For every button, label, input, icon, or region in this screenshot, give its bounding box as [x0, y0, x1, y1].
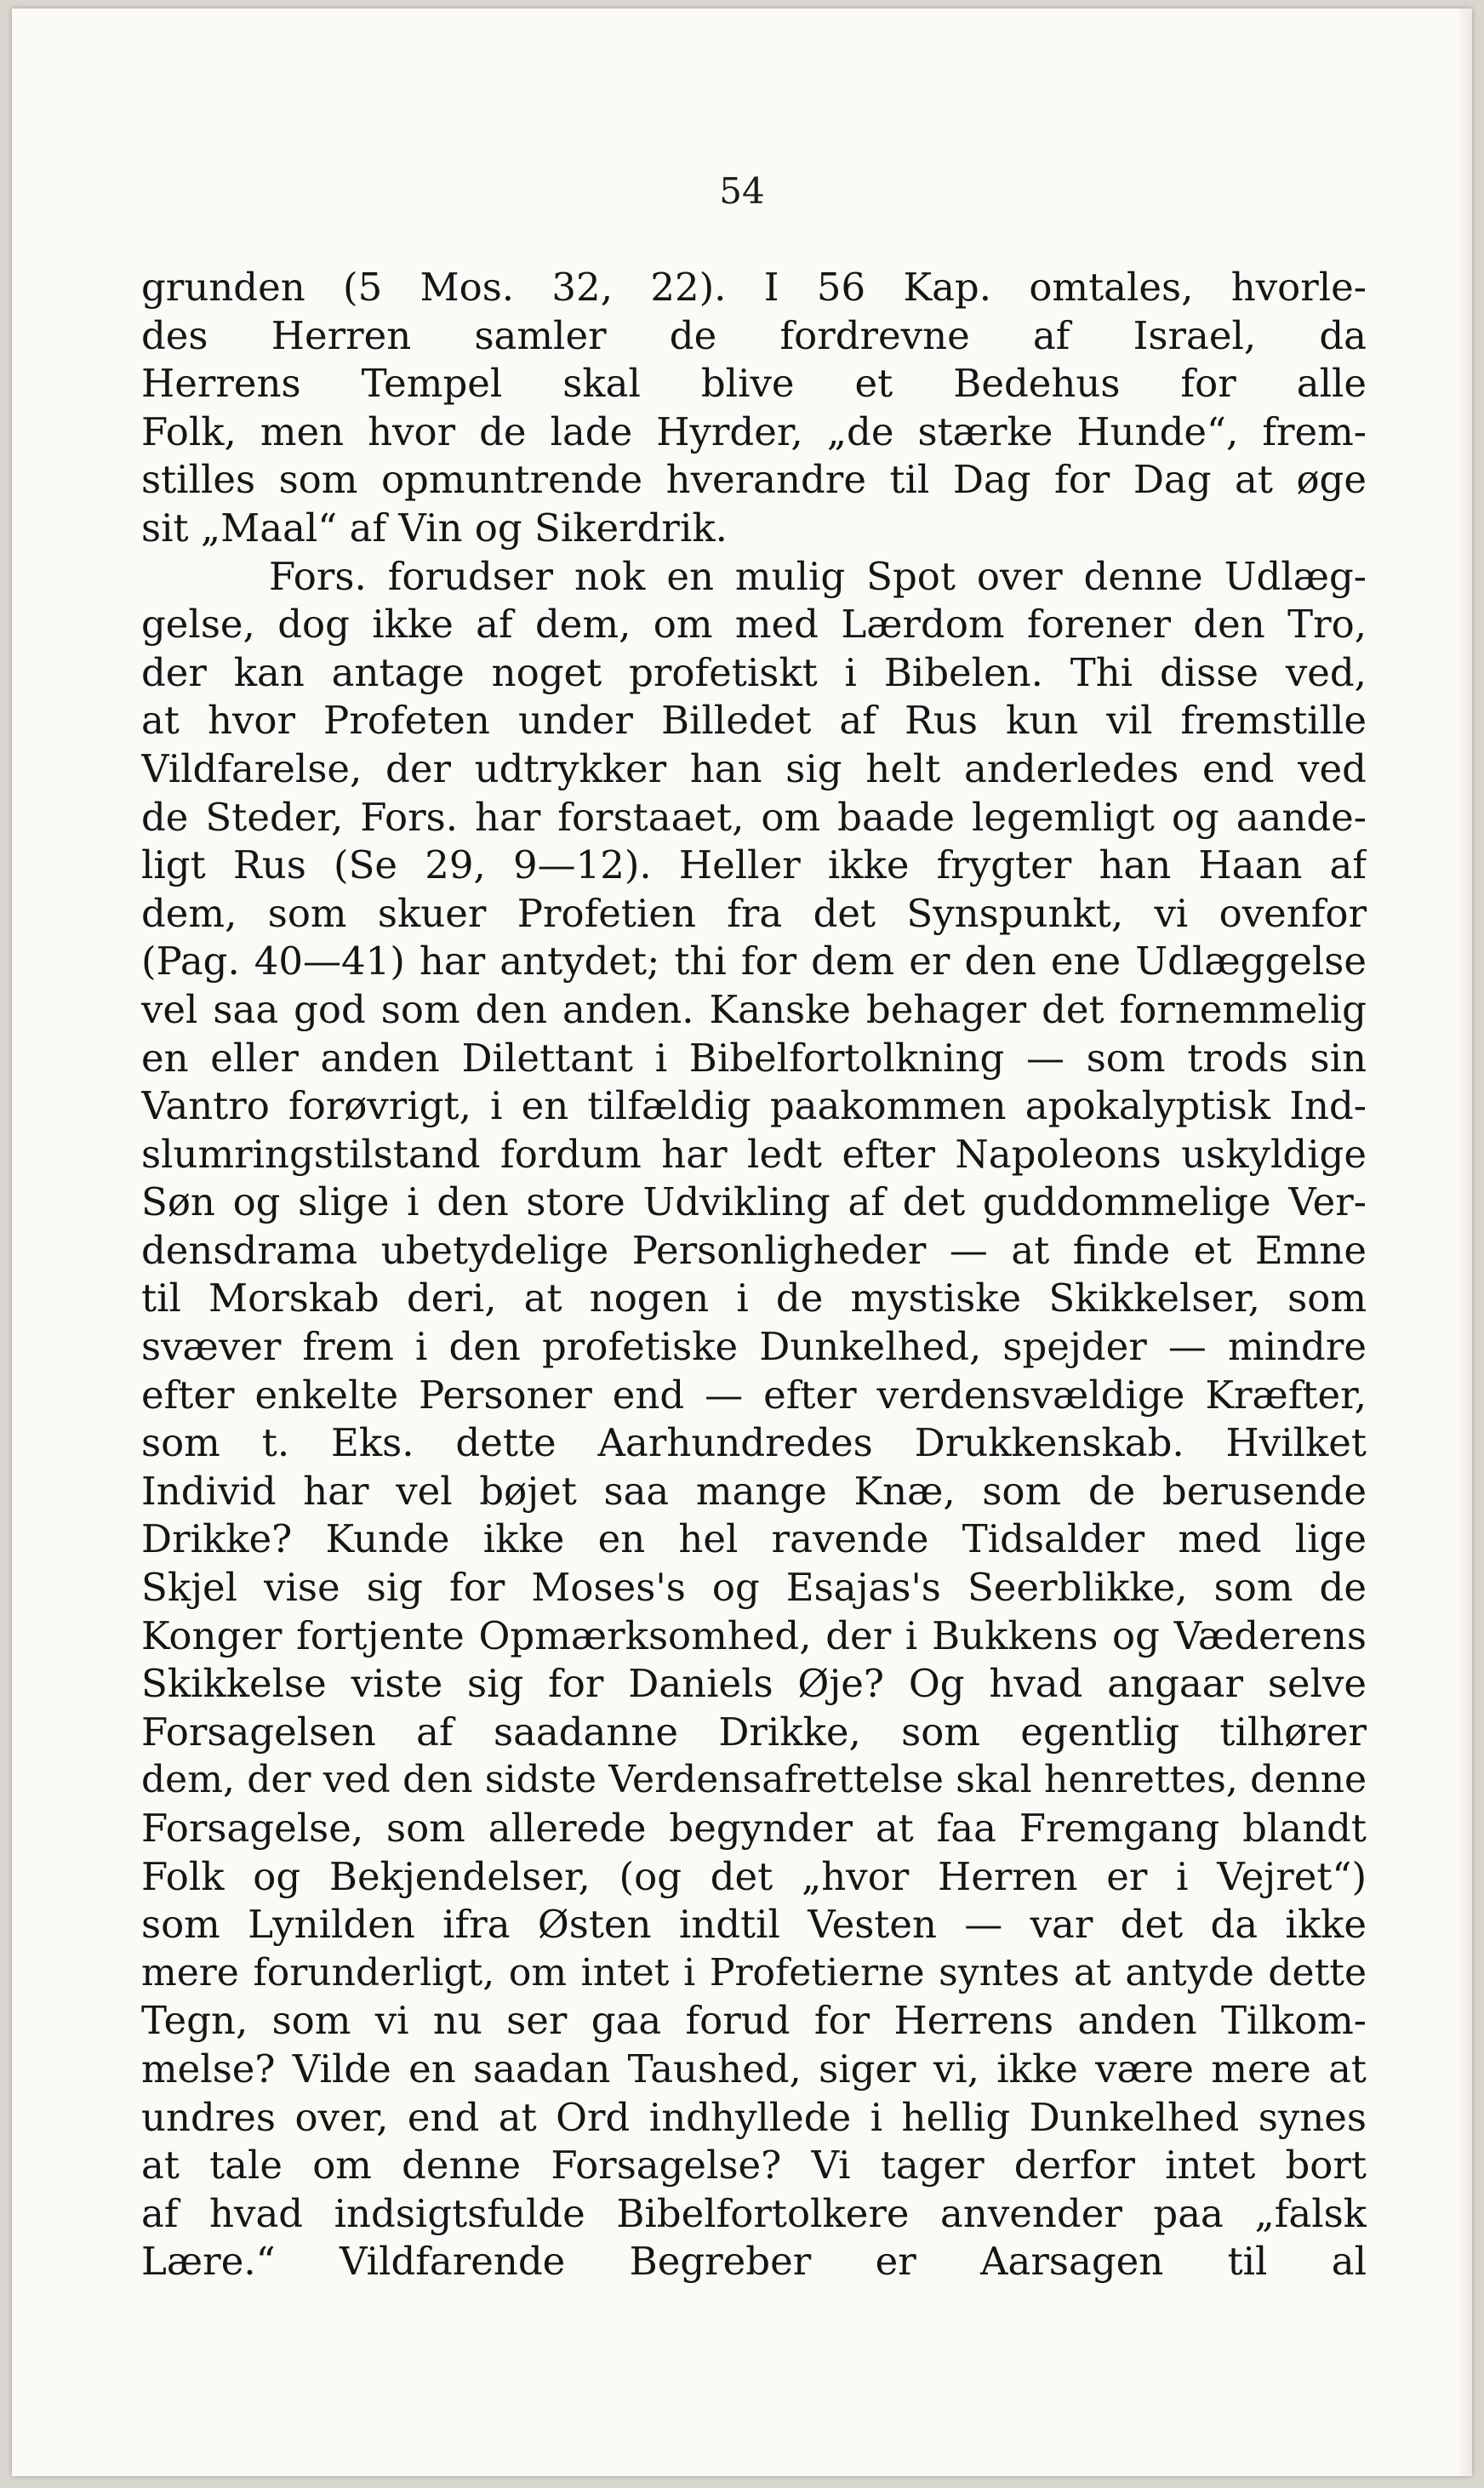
text-line: Vildfarelse, der udtrykker han sig helt anderledes end ved	[141, 745, 1367, 791]
text-line: der kan antage noget profetiskt i Bibelen. Thi disse ved,	[141, 649, 1367, 695]
text-line: Lære.“ Vildfarende Begreber er Aarsagen til al	[141, 2239, 1367, 2285]
text-line: Konger fortjente Opmærksomhed, der i Bukkens og Væderens	[141, 1612, 1367, 1658]
book-page	[12, 9, 1472, 2476]
text-line: som Lynilden ifra Østen indtil Vesten — var det da ikke	[141, 1902, 1367, 1948]
text-line: Fors. forudser nok en mulig Spot over denne Udlæg-	[269, 553, 1367, 599]
text-line: gelse, dog ikke af dem, om med Lærdom forener den Tro,	[141, 602, 1367, 648]
text-line: Herrens Tempel skal blive et Bedehus for alle	[141, 361, 1367, 407]
text-line: slumringstilstand fordum har ledt efter Napoleons uskyldige	[141, 1131, 1367, 1177]
text-line: af hvad indsigtsfulde Bibelfortolkere anvender paa „falsk	[141, 2190, 1367, 2236]
text-line: melse? Vilde en saadan Taushed, siger vi, ikke være mere at	[141, 2046, 1367, 2091]
text-line: Folk og Bekjendelser, (og det „hvor Herren er i Vejret“)	[141, 1853, 1367, 1899]
text-line: de Steder, Fors. har forstaaet, om baade legemligt og aande-	[141, 794, 1367, 840]
text-line: at hvor Profeten under Billedet af Rus kun vil fremstille	[141, 698, 1367, 744]
text-line: ligt Rus (Se 29, 9—12). Heller ikke frygter han Haan af	[141, 842, 1367, 888]
page-edge-shadow	[1457, 9, 1472, 2476]
text-line: efter enkelte Personer end — efter verdensvældige Kræfter,	[141, 1372, 1367, 1418]
text-line: at tale om denne Forsagelse? Vi tager derfor intet bort	[141, 2143, 1367, 2188]
text-line: undres over, end at Ord indhyllede i hellig Dunkelhed synes	[141, 2094, 1367, 2140]
text-line: en eller anden Dilettant i Bibelfortolkning — som trods sin	[141, 1035, 1367, 1081]
text-line: vel saa god som den anden. Kanske behager det fornemmelig	[141, 986, 1367, 1032]
text-line: svæver frem i den profetiske Dunkelhed, spejder — mindre	[141, 1324, 1367, 1370]
page-number: 54	[719, 170, 765, 212]
text-line: mere forunderligt, om intet i Profetierne syntes at antyde dette	[141, 1950, 1367, 1994]
text-line: dem, der ved den sidste Verdensafrettelse skal henrettes, denne	[141, 1758, 1367, 1802]
text-line: til Morskab deri, at nogen i de mystiske Skikkelser, som	[141, 1275, 1367, 1321]
text-line: Individ har vel bøjet saa mange Knæ, som de berusende	[141, 1468, 1367, 1514]
text-line: Skikkelse viste sig for Daniels Øje? Og hvad angaar selve	[141, 1661, 1367, 1707]
text-line: densdrama ubetydelige Personligheder — at finde et Emne	[141, 1227, 1367, 1273]
text-line: Tegn, som vi nu ser gaa forud for Herrens anden Tilkom-	[141, 1998, 1367, 2044]
text-line: grunden (5 Mos. 32, 22). I 56 Kap. omtales, hvorle-	[141, 265, 1367, 310]
text-line: des Herren samler de fordrevne af Israel, da	[141, 312, 1367, 358]
text-line: Forsagelsen af saadanne Drikke, som egentlig tilhører	[141, 1709, 1367, 1755]
text-line: Søn og slige i den store Udvikling af det guddommelige Ver-	[141, 1179, 1367, 1225]
text-line: Folk, men hvor de lade Hyrder, „de stærke Hunde“, frem-	[141, 408, 1367, 454]
text-line: Vantro forøvrigt, i en tilfældig paakommen apokalyptisk Ind-	[141, 1083, 1367, 1129]
text-line: dem, som skuer Profetien fra det Synspunkt, vi ovenfor	[141, 890, 1367, 936]
text-line: Skjel vise sig for Moses's og Esajas's Seerblikke, som de	[141, 1565, 1367, 1611]
text-line: stilles som opmuntrende hverandre til Dag for Dag at øge	[141, 457, 1367, 503]
text-line: (Pag. 40—41) har antydet; thi for dem er den ene Udlæggelse	[141, 939, 1367, 984]
text-line: som t. Eks. dette Aarhundredes Drukkenskab. Hvilket	[141, 1420, 1367, 1466]
text-line: Forsagelse, som allerede begynder at faa Fremgang blandt	[141, 1806, 1367, 1851]
text-line: sit „Maal“ af Vin og Sikerdrik.	[141, 505, 728, 551]
text-line: Drikke? Kunde ikke en hel ravende Tidsalder med lige	[141, 1516, 1367, 1562]
body-text	[141, 264, 1367, 2286]
